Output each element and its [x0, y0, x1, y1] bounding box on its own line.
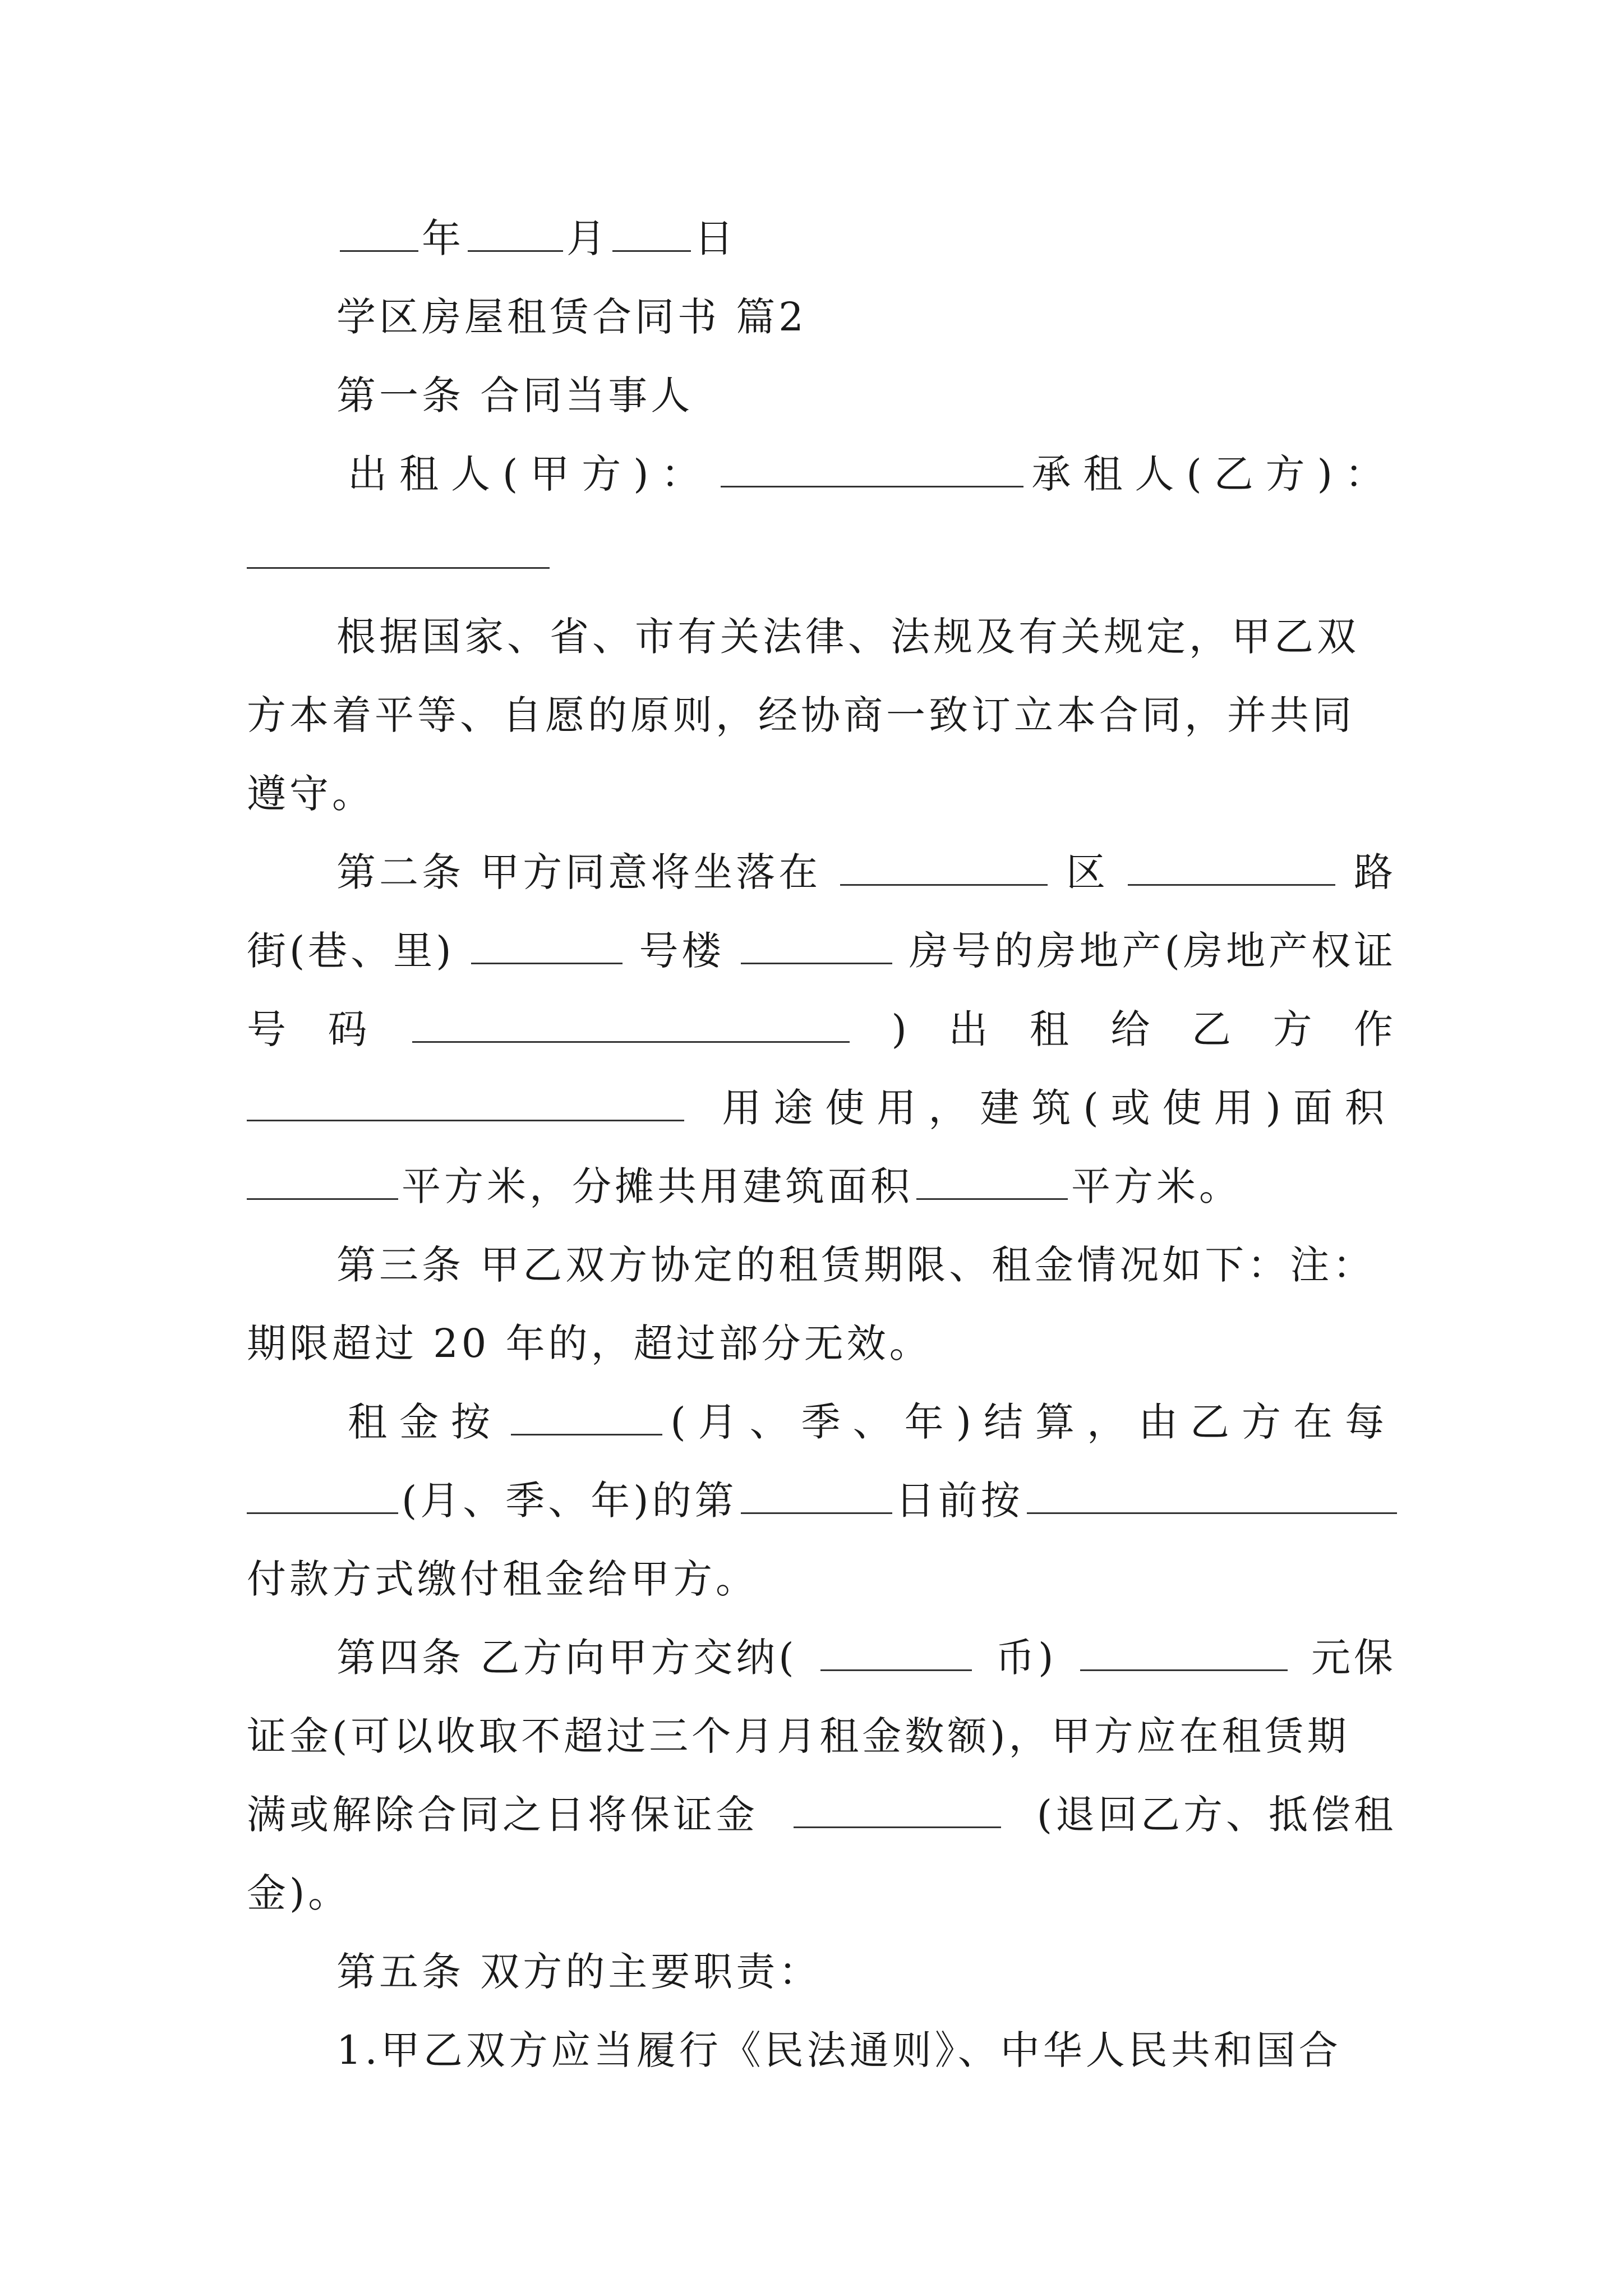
year-blank[interactable]: [340, 217, 418, 252]
area-text: 平方米，分摊共用建筑面积: [402, 1163, 913, 1209]
road-blank[interactable]: [1128, 850, 1335, 886]
area-blank[interactable]: [247, 1165, 398, 1200]
deposit-amount-blank[interactable]: [1080, 1636, 1288, 1671]
date-line: [336, 210, 1396, 266]
payment-day-blank[interactable]: [741, 1479, 892, 1514]
lessor-blank[interactable]: [721, 452, 1023, 487]
shared-area-blank[interactable]: [916, 1165, 1068, 1200]
article4-line-3: [247, 1787, 1396, 1843]
preamble-line-1: 根据国家、省、市有关法律、法规及有关规定，甲乙双: [336, 614, 1359, 660]
lessee-line: [247, 527, 1396, 583]
cert-char-1: 号: [247, 1006, 289, 1052]
rent-period-text: (月、季、年)结算，由乙方在每: [670, 1399, 1396, 1445]
room-blank[interactable]: [741, 929, 892, 964]
article4-line-4: 金)。: [247, 1870, 351, 1916]
currency-label: 币): [995, 1635, 1057, 1681]
day-blank[interactable]: [612, 217, 691, 252]
shared-area-text: 平方米。: [1071, 1163, 1242, 1209]
deposit-return-text: 满或解除合同之日将保证金: [247, 1792, 758, 1838]
article2-line-2: [247, 923, 1396, 979]
lessee-label: 承租人(乙方)：: [1031, 451, 1396, 497]
article2-line-3: [247, 1001, 1396, 1057]
lessor-label: 出租人(甲方)：: [348, 451, 713, 497]
building-blank[interactable]: [471, 929, 623, 964]
road-label: 路: [1353, 849, 1396, 895]
parties-line: [348, 446, 1396, 502]
rent-by-label: 租金按: [348, 1399, 502, 1445]
rent-line-1: [348, 1394, 1396, 1450]
deposit-unit: 元保: [1311, 1635, 1396, 1681]
settlement-blank[interactable]: [511, 1400, 662, 1435]
lessee-blank[interactable]: [247, 533, 550, 569]
room-label: 房号的房地产(房地产权证: [909, 928, 1396, 974]
deposit-options: (退回乙方、抵偿租: [1036, 1792, 1396, 1838]
purpose-blank[interactable]: [247, 1086, 684, 1121]
purpose-text: 用途使用，建筑(或使用)面积: [722, 1085, 1396, 1131]
year-label: 年: [422, 215, 464, 261]
day-label: 日: [694, 215, 737, 261]
payment-period-blank[interactable]: [247, 1479, 398, 1514]
contract-heading: 学区房屋租赁合同书 篇2: [336, 294, 807, 340]
month-label: 月: [566, 215, 609, 261]
rent-line-2: [247, 1473, 1396, 1529]
lease-char-6: 作: [1353, 1006, 1396, 1052]
street-label: 街(巷、里): [247, 928, 455, 974]
deposit-handling-blank[interactable]: [794, 1793, 1001, 1828]
cert-char-2: 码: [328, 1006, 371, 1052]
month-blank[interactable]: [468, 217, 563, 252]
article2-line-1: [336, 844, 1396, 900]
lease-char-3: 给: [1110, 1006, 1154, 1052]
building-label: 号楼: [639, 928, 725, 974]
article4-line-2: 证金(可以收取不超过三个月月租金数额)，甲方应在租赁期: [247, 1713, 1350, 1759]
article3-line-1: 第三条 甲乙双方协定的租赁期限、租金情况如下：注：: [336, 1242, 1376, 1288]
article1-title: 第一条 合同当事人: [336, 372, 694, 418]
district-label: 区: [1066, 849, 1109, 895]
cert-paren: ): [891, 1006, 910, 1052]
lease-char-2: 租: [1029, 1006, 1072, 1052]
currency-blank[interactable]: [820, 1636, 972, 1671]
payment-method-blank[interactable]: [1027, 1479, 1397, 1514]
rent-line-3: 付款方式缴付租金给甲方。: [247, 1556, 758, 1602]
lease-char-1: 出: [948, 1006, 992, 1052]
preamble-line-3: 遵守。: [247, 771, 375, 817]
period-text: (月、季、年)的第: [402, 1478, 737, 1524]
certificate-blank[interactable]: [412, 1007, 850, 1043]
article5-item-1: 1.甲乙双方应当履行《民法通则》、中华人民共和国合: [336, 2027, 1341, 2073]
lease-char-5: 方: [1272, 1006, 1316, 1052]
preamble-line-2: 方本着平等、自愿的原则，经协商一致订立本合同，并共同: [247, 692, 1355, 738]
article4-line-1: [336, 1630, 1396, 1686]
lease-char-4: 乙: [1191, 1006, 1234, 1052]
article2-location-label: 第二条 甲方同意将坐落在: [336, 849, 822, 895]
article2-line-5: [247, 1158, 1396, 1214]
deposit-intro: 第四条 乙方向甲方交纳(: [336, 1635, 797, 1681]
article5-title: 第五条 双方的主要职责：: [336, 1949, 822, 1995]
article3-line-2: 期限超过 20 年的，超过部分无效。: [247, 1320, 932, 1366]
article2-line-4: [247, 1080, 1396, 1136]
before-day-text: 日前按: [895, 1478, 1023, 1524]
district-blank[interactable]: [840, 850, 1048, 886]
